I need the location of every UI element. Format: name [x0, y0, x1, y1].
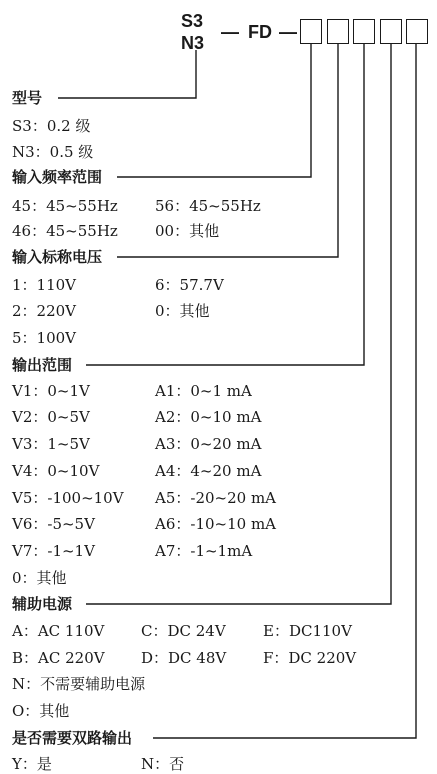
heading-aux-power: 辅助电源 — [12, 595, 73, 613]
output-item: 0：其他 — [12, 569, 67, 587]
heading-output: 输出范围 — [12, 356, 73, 374]
aux-power-item: F：DC 220V — [263, 649, 357, 667]
output-item: V5：-100~10V — [12, 489, 124, 507]
aux-power-item: C：DC 24V — [141, 622, 226, 640]
dual-output-item: Y：是 — [12, 755, 52, 773]
model-item: N3：0.5 级 — [12, 143, 94, 161]
frequency-item: 56：45~55Hz — [155, 197, 261, 215]
code-box-2 — [327, 19, 349, 44]
output-item: V1：0~1V — [12, 382, 90, 400]
code-dash-1: — — [221, 22, 239, 42]
heading-model: 型号 — [12, 89, 43, 107]
aux-power-item: A：AC 110V — [12, 622, 105, 640]
frequency-item: 46：45~55Hz — [12, 222, 118, 240]
output-item: A4：4~20 mA — [155, 462, 262, 480]
code-box-1 — [300, 19, 322, 44]
code-dash-2: — — [279, 22, 297, 42]
voltage-item: 2：220V — [12, 302, 77, 320]
aux-power-item: D：DC 48V — [141, 649, 227, 667]
connector-frequency — [117, 44, 311, 177]
output-item: A3：0~20 mA — [155, 435, 262, 453]
voltage-item: 0：其他 — [155, 302, 210, 320]
connector-model — [58, 50, 196, 98]
model-item: S3：0.2 级 — [12, 117, 91, 135]
heading-voltage: 输入标称电压 — [12, 248, 103, 266]
heading-dual-output: 是否需要双路输出 — [12, 729, 133, 747]
code-box-4 — [380, 19, 402, 44]
dual-output-item: N：否 — [141, 755, 185, 773]
voltage-item: 6：57.7V — [155, 276, 224, 294]
aux-power-item: E：DC110V — [263, 622, 352, 640]
output-item: V3：1~5V — [12, 435, 90, 453]
voltage-item: 5：100V — [12, 329, 77, 347]
frequency-item: 45：45~55Hz — [12, 197, 118, 215]
aux-power-item: B：AC 220V — [12, 649, 105, 667]
output-item: V2：0~5V — [12, 408, 90, 426]
code-box-3 — [353, 19, 375, 44]
code-s3: S3 — [181, 11, 204, 31]
frequency-item: 00：其他 — [155, 222, 220, 240]
output-item: V6：-5~5V — [12, 515, 95, 533]
aux-power-item: N：不需要辅助电源 — [12, 675, 146, 693]
voltage-item: 1：110V — [12, 276, 77, 294]
output-item: V4：0~10V — [12, 462, 100, 480]
connector-voltage — [117, 44, 338, 257]
code-n3: N3 — [181, 33, 205, 53]
output-item: A7：-1~1mA — [155, 542, 253, 560]
output-item: V7：-1~1V — [12, 542, 95, 560]
heading-frequency: 输入频率范围 — [12, 168, 103, 186]
output-item: A2：0~10 mA — [155, 408, 262, 426]
output-item: A5：-20~20 mA — [155, 489, 277, 507]
output-item: A6：-10~10 mA — [155, 515, 277, 533]
output-item: A1：0~1 mA — [155, 382, 252, 400]
code-box-5 — [406, 19, 428, 44]
aux-power-item: O：其他 — [12, 702, 70, 720]
code-fd: FD — [248, 22, 272, 42]
